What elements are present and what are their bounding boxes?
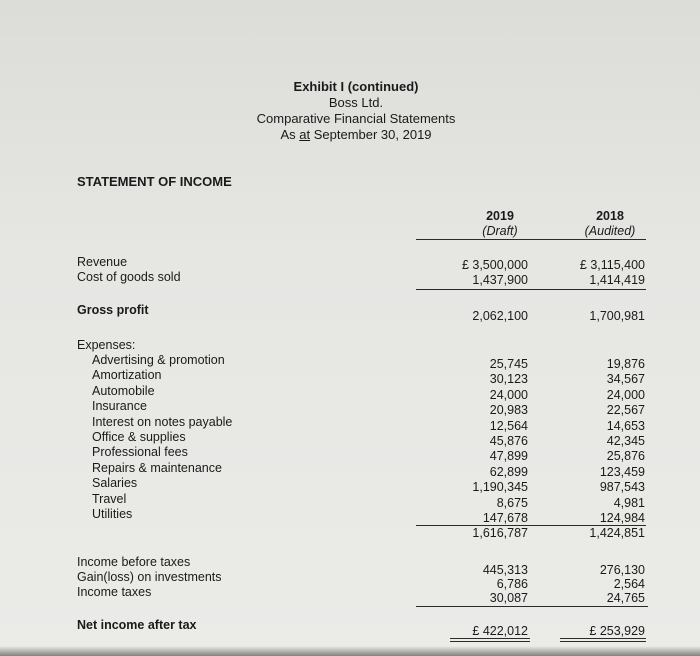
cogs-rule — [416, 289, 646, 290]
expense-2018: 987,543 — [599, 480, 645, 495]
gain-loss-label: Gain(loss) on investments — [77, 570, 222, 584]
income-before-taxes-2018: 276,130 — [599, 563, 645, 577]
expense-2018: 19,876 — [606, 357, 645, 371]
gain-loss-2019: 6,786 — [496, 577, 528, 591]
expense-2019: 12,564 — [489, 418, 528, 433]
net-income-2018-rule — [560, 638, 646, 639]
col-2019-year: 2019 — [486, 209, 514, 223]
gross-profit-2018: 1,700,981 — [589, 309, 645, 323]
expense-2019: 1,190,345 — [472, 480, 528, 495]
cogs-2018: 1,414,419 — [589, 273, 645, 287]
section-title: STATEMENT OF INCOME — [77, 174, 232, 189]
expense-2018: 34,567 — [606, 372, 645, 387]
revenue-2019: £ 3,500,000 — [461, 258, 528, 272]
net-income-2019-double-rule — [450, 641, 530, 642]
statement-title: Comparative Financial Statements — [256, 111, 456, 126]
expense-2018: 22,567 — [606, 403, 645, 418]
net-income-2019-rule — [450, 638, 530, 639]
expense-2018: 25,876 — [606, 449, 645, 464]
income-before-taxes-label: Income before taxes — [77, 555, 191, 569]
page-shadow — [0, 646, 700, 656]
expense-label: Travel — [92, 491, 127, 506]
expense-2019: 20,983 — [489, 403, 528, 418]
statement-date — [0, 127, 700, 142]
expense-2018: 4,981 — [613, 495, 645, 510]
expense-2018: 24,000 — [606, 387, 645, 402]
date-at: at — [299, 127, 311, 142]
expense-2019: 62,899 — [489, 464, 528, 479]
expense-2018: 123,459 — [599, 464, 645, 479]
expense-values-2018 — [550, 357, 645, 526]
gross-profit-label: Gross profit — [77, 303, 149, 317]
cogs-2019: 1,437,900 — [472, 273, 528, 287]
col-2018-year: 2018 — [596, 209, 624, 223]
expense-labels — [92, 353, 232, 522]
expense-label: Office & supplies — [92, 430, 186, 445]
taxes-rule — [416, 606, 648, 607]
income-taxes-2019: 30,087 — [489, 591, 528, 605]
expense-2018: 14,653 — [606, 418, 645, 433]
company-name: Boss Ltd. — [328, 95, 384, 110]
net-income-2018: £ 253,929 — [589, 624, 645, 638]
expense-values-2019 — [440, 357, 528, 526]
expenses-label: Expenses: — [77, 338, 136, 352]
net-income-label: Net income after tax — [77, 618, 197, 632]
expense-label: Utilities — [92, 507, 133, 522]
net-income-2018-double-rule — [560, 641, 646, 642]
date-suffix: September 30, 2019 — [310, 127, 432, 142]
expense-2018: 124,984 — [599, 511, 645, 526]
col-2018-note: (Audited) — [584, 224, 636, 238]
expense-label: Salaries — [92, 476, 138, 491]
expense-label: Insurance — [92, 399, 147, 414]
expense-2019: 147,678 — [482, 511, 528, 526]
expense-2019: 8,675 — [496, 495, 528, 510]
expense-2019: 47,899 — [489, 449, 528, 464]
cogs-label: Cost of goods sold — [77, 270, 181, 284]
expense-label: Repairs & maintenance — [92, 460, 222, 475]
expense-label: Professional fees — [92, 445, 188, 460]
expense-label: Interest on notes payable — [92, 414, 233, 429]
exhibit-title: Exhibit I (continued) — [293, 79, 419, 94]
date-prefix: As — [280, 127, 300, 142]
income-taxes-2018: 24,765 — [606, 591, 645, 605]
gross-profit-2019: 2,062,100 — [472, 309, 528, 323]
header-rule — [416, 239, 646, 240]
expense-2019: 25,745 — [489, 357, 528, 371]
expense-label: Advertising & promotion — [92, 353, 225, 367]
expenses-total-2019: 1,616,787 — [472, 526, 528, 540]
income-taxes-label: Income taxes — [77, 585, 152, 599]
expense-2019: 24,000 — [489, 387, 528, 402]
gain-loss-2018: 2,564 — [613, 577, 645, 591]
net-income-2019: £ 422,012 — [472, 624, 528, 638]
expense-2019: 30,123 — [489, 372, 528, 387]
expense-label: Amortization — [92, 368, 162, 383]
revenue-label: Revenue — [77, 255, 128, 269]
revenue-2018: £ 3,115,400 — [579, 258, 645, 272]
col-2019-note: (Draft) — [482, 224, 518, 238]
income-before-taxes-2019: 445,313 — [482, 563, 528, 577]
expense-2018: 42,345 — [606, 434, 645, 449]
expense-2019: 45,876 — [489, 434, 528, 449]
expense-label: Automobile — [92, 383, 155, 398]
expenses-total-2018: 1,424,851 — [589, 526, 645, 540]
